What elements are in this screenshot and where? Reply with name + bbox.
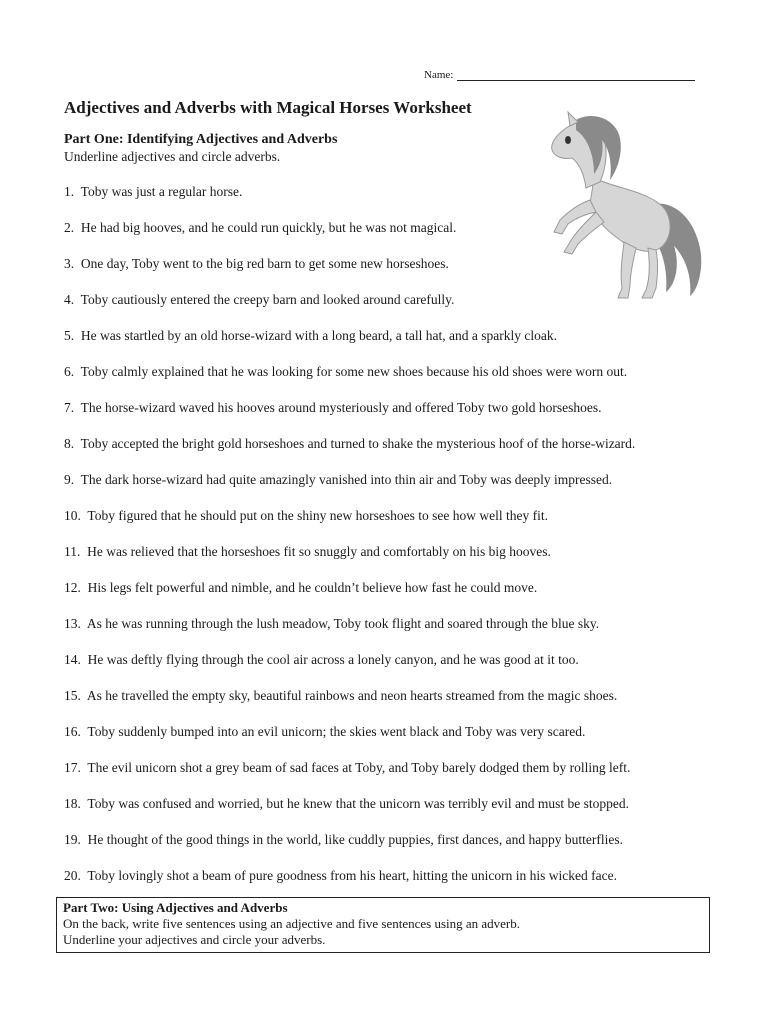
sentence-item: 17. The evil unicorn shot a grey beam of sad faces at Toby, and Toby barely dodged them by rolling left. <box>64 760 631 775</box>
sentence-item: 11. He was relieved that the horseshoes fit so snuggly and comfortably on his big hooves. <box>64 544 551 559</box>
sentence-item: 19. He thought of the good things in the world, like cuddly puppies, first dances, and happy butterflies. <box>64 832 624 847</box>
sentence-item: 8. Toby accepted the bright gold horseshoes and turned to shake the mysterious hoof of the horse-wizard. <box>64 436 636 451</box>
sentence-item: 13. As he was running through the lush meadow, Toby took flight and soared through the blue sky. <box>64 616 600 631</box>
part-one-instructions: Underline adjectives and circle adverbs. <box>64 149 281 164</box>
name-underline[interactable] <box>457 68 695 81</box>
part-two-heading: Part Two: Using Adjectives and Adverbs <box>63 900 288 915</box>
name-field[interactable] <box>424 68 695 81</box>
sentence-item: 7. The horse-wizard waved his hooves around mysteriously and offered Toby two gold horseshoes. <box>64 400 602 415</box>
part-two-box <box>56 897 710 953</box>
sentence-item: 3. One day, Toby went to the big red barn to get some new horseshoes. <box>64 256 449 271</box>
sentence-item: 1. Toby was just a regular horse. <box>64 184 243 199</box>
sentence-item: 12. His legs felt powerful and nimble, and he couldn’t believe how fast he could move. <box>64 580 538 595</box>
sentence-item: 18. Toby was confused and worried, but he knew that the unicorn was terribly evil and must be stopped. <box>64 796 629 811</box>
part-one-heading: Part One: Identifying Adjectives and Adverbs <box>64 132 338 147</box>
sentence-item: 10. Toby figured that he should put on the shiny new horseshoes to see how well they fit. <box>64 508 548 523</box>
sentence-item: 4. Toby cautiously entered the creepy barn and looked around carefully. <box>64 292 455 307</box>
worksheet-title: Adjectives and Adverbs with Magical Horses Worksheet <box>64 98 472 117</box>
sentence-item: 5. He was startled by an old horse-wizard with a long beard, a tall hat, and a sparkly cloak. <box>64 328 557 343</box>
sentence-item: 15. As he travelled the empty sky, beautiful rainbows and neon hearts streamed from the magic shoes. <box>64 688 618 703</box>
sentence-item: 2. He had big hooves, and he could run quickly, but he was not magical. <box>64 220 457 235</box>
sentence-item: 20. Toby lovingly shot a beam of pure goodness from his heart, hitting the unicorn in his wicked face. <box>64 868 617 883</box>
part-two-instruction-2: Underline your adjectives and circle your adverbs. <box>63 932 326 947</box>
name-label: Name: <box>424 69 454 81</box>
sentence-item: 14. He was deftly flying through the cool air across a lonely canyon, and he was good at it too. <box>64 652 579 667</box>
sentence-item: 9. The dark horse-wizard had quite amazingly vanished into thin air and Toby was deeply impressed. <box>64 472 613 487</box>
sentence-item: 16. Toby suddenly bumped into an evil unicorn; the skies went black and Toby was very scared. <box>64 724 586 739</box>
part-two-instruction-1: On the back, write five sentences using an adjective and five sentences using an adverb. <box>63 916 520 931</box>
sentence-item: 6. Toby calmly explained that he was looking for some new shoes because his old shoes were worn out. <box>64 364 628 379</box>
rearing-horse-icon <box>524 108 710 304</box>
